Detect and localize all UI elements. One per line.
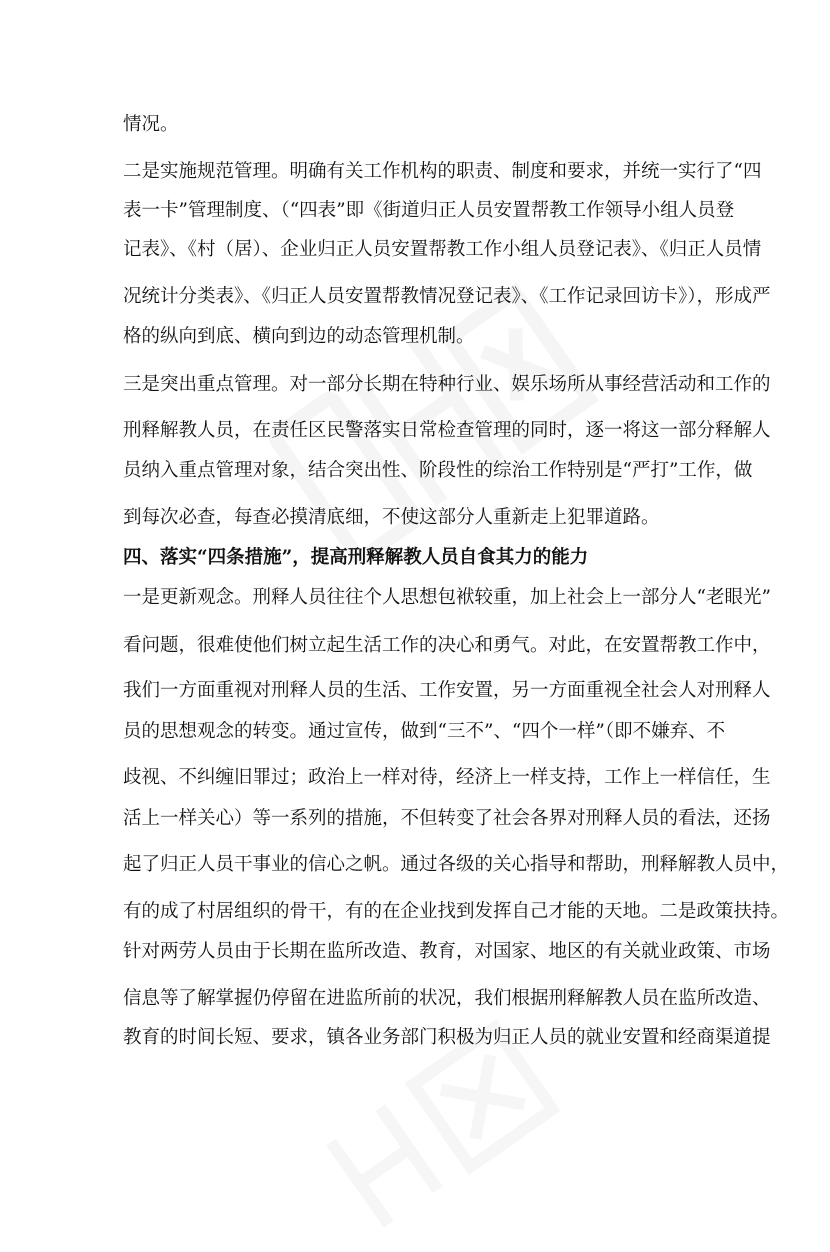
text-line: 一是更新观念。刑释人员往往个人思想包袱较重，加上社会上一部分人“老眼光” xyxy=(123,587,771,608)
text-line: 针对两劳人员由于长期在监所改造、教育，对国家、地区的有关就业政策、市场 xyxy=(123,941,771,962)
text-line: 格的纵向到底、横向到边的动态管理机制。 xyxy=(123,326,475,347)
text-line: 表一卡”管理制度、（“四表”即《街道归正人员安置帮教工作领导小组人员登 xyxy=(123,200,735,221)
text-line: 况统计分类表》、《归正人员安置帮教情况登记表》、《工作记录回访卡》），形成严 xyxy=(123,286,771,307)
text-line: 活上一样关心）等一系列的措施，不但转变了社会各界对刑释人员的看法，还扬 xyxy=(123,808,771,829)
text-line: 起了归正人员干事业的信心之帆。通过各级的关心指导和帮助，刑释解教人员中， xyxy=(123,854,790,875)
text-line: 到每次必查，每查必摸清底细，不使这部分人重新走上犯罪道路。 xyxy=(123,507,660,528)
text-line: 教育的时间长短、要求，镇各业务部门积极为归正人员的就业安置和经商渠道提 xyxy=(123,1027,771,1048)
text-line: 情况。 xyxy=(123,114,179,135)
text-line: 员的思想观念的转变。通过宣传，做到“三不”、“四个一样”（即不嫌弃、不 xyxy=(123,721,726,742)
text-line: 记表》、《村（居）、企业归正人员安置帮教工作小组人员登记表》、《归正人员情 xyxy=(123,239,762,260)
text-line: 员纳入重点管理对象，结合突出性、阶段性的综治工作特别是“严打”工作，做 xyxy=(123,460,753,481)
text-line: 有的成了村居组织的骨干，有的在企业找到发挥自己才能的天地。二是政策扶持。 xyxy=(123,901,790,922)
text-line: 三是突出重点管理。对一部分长期在特种行业、娱乐场所从事经营活动和工作的 xyxy=(123,374,771,395)
text-line: 歧视、不纠缠旧罪过；政治上一样对待，经济上一样支持，工作上一样信任，生 xyxy=(123,767,771,788)
text-line: 信息等了解掌握仍停留在进监所前的状况，我们根据刑释解教人员在监所改造、 xyxy=(123,988,771,1009)
text-line: 二是实施规范管理。明确有关工作机构的职责、制度和要求，并统一实行了“四 xyxy=(123,161,762,182)
text-line: 我们一方面重视对刑释人员的生活、工作安置，另一方面重视全社会人对刑释人 xyxy=(123,680,771,701)
text-line: 刑释解教人员，在责任区民警落实日常检查管理的同时，逐一将这一部分释解人 xyxy=(123,420,771,441)
text-line: 看问题，很难使他们树立起生活工作的决心和勇气。对此，在安置帮教工作中， xyxy=(123,635,771,656)
section-heading: 四、落实“四条措施”，提高刑释解教人员自食其力的能力 xyxy=(123,547,589,568)
